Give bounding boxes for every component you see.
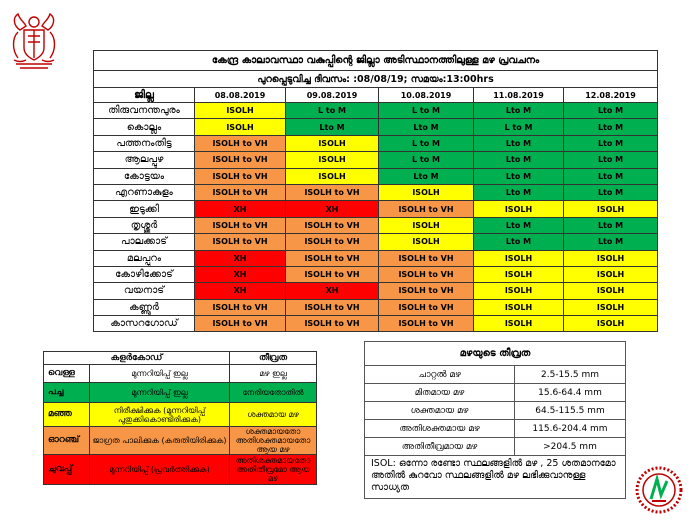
forecast-cell: XH: [195, 266, 286, 282]
forecast-cell: ISOLH to VH: [195, 299, 286, 315]
isol-note: ISOL: ഒന്നോ രണ്ടോ സ്ഥലങ്ങളിൽ മഴ , 25 ശതമാനമോ അതിൽ കുറവോ സ്ഥലങ്ങളിൽ മഴ ലഭിക്കുവാനുള്ള സാധ്യത: [365, 456, 626, 499]
forecast-cell: ISOLH to VH: [286, 299, 379, 315]
forecast-cell: ISOLH to VH: [379, 201, 474, 217]
forecast-cell: Lto M: [564, 152, 658, 168]
forecast-cell: XH: [286, 283, 379, 299]
forecast-cell: Lto M: [474, 103, 564, 119]
forecast-cell: Lto M: [564, 135, 658, 151]
forecast-cell: ISOLH to VH: [286, 250, 379, 266]
forecast-cell: ISOLH to VH: [286, 266, 379, 282]
forecast-cell: ISOLH: [564, 299, 658, 315]
intensity-range: 2.5-15.5 mm: [515, 366, 626, 384]
forecast-cell: ISOLH: [379, 184, 474, 200]
forecast-cell: L to M: [379, 135, 474, 151]
legend-color-name: പച്ച: [44, 383, 90, 403]
forecast-cell: Lto M: [379, 119, 474, 135]
forecast-cell: ISOLH to VH: [195, 217, 286, 233]
intensity-row: [365, 366, 626, 384]
forecast-cell: Lto M: [564, 168, 658, 184]
forecast-cell: Lto M: [474, 217, 564, 233]
forecast-cell: ISOLH: [564, 316, 658, 332]
forecast-cell: ISOLH to VH: [379, 250, 474, 266]
legend-severity: അതിശക്തമായതോ അതിതീവ്രമോ ആയ മഴ: [230, 455, 317, 485]
forecast-cell: L to M: [379, 103, 474, 119]
forecast-cell: ISOLH to VH: [379, 316, 474, 332]
legend-color-name: മഞ്ഞ: [44, 403, 90, 427]
forecast-cell: L to M: [474, 119, 564, 135]
legend-description: ജാഗ്രത പാലിക്കുക (കരുതിയിരിക്കുക): [90, 427, 230, 455]
forecast-cell: Lto M: [474, 184, 564, 200]
intensity-range: 115.6-204.4 mm: [515, 420, 626, 438]
forecast-cell: Lto M: [474, 168, 564, 184]
forecast-cell: ISOLH to VH: [286, 217, 379, 233]
forecast-cell: XH: [195, 201, 286, 217]
legend-description: മുന്നറിയിപ്പ് ഇല്ല: [90, 383, 230, 403]
forecast-cell: XH: [286, 201, 379, 217]
forecast-cell: ISOLH: [195, 103, 286, 119]
rain-intensity-table: [364, 341, 626, 499]
legend-severity: ശക്തമായതോ അതിശക്തമായതോ ആയ മഴ: [230, 427, 317, 455]
district-name: പത്തനംതിട്ട: [94, 135, 195, 151]
intensity-label: ശക്തമായ മഴ: [365, 402, 515, 420]
date-header: 11.08.2019: [474, 88, 564, 103]
intensity-label: അതിശക്തമായ മഴ: [365, 420, 515, 438]
table-row: [94, 152, 658, 168]
kerala-emblem-icon: [6, 8, 62, 72]
legend-severity-header: തീവ്രത: [230, 352, 317, 365]
table-row: [94, 217, 658, 233]
forecast-cell: ISOLH: [474, 299, 564, 315]
district-name: പാലക്കാട്: [94, 234, 195, 250]
intensity-label: അതിതീവ്രമായ മഴ: [365, 438, 515, 456]
table-row: [94, 250, 658, 266]
table-row: [94, 234, 658, 250]
forecast-title: കേന്ദ്ര കാലാവസ്ഥാ വകുപ്പിന്റെ ജില്ലാ അടിസ്ഥാനത്തിലുള്ള മഴ പ്രവചനം: [94, 51, 658, 71]
forecast-cell: Lto M: [474, 135, 564, 151]
forecast-cell: ISOLH to VH: [286, 316, 379, 332]
table-row: [94, 201, 658, 217]
district-name: തിരുവനന്തപുരം: [94, 103, 195, 119]
intensity-row: [365, 402, 626, 420]
forecast-cell: ISOLH to VH: [379, 266, 474, 282]
legend-description: മുന്നറിയിപ്പ് (പ്രവർത്തിക്കുക): [90, 455, 230, 485]
intensity-title: മഴയുടെ തീവ്രത: [365, 342, 626, 366]
district-name: തൃശ്ശൂർ: [94, 217, 195, 233]
forecast-cell: ISOLH: [286, 168, 379, 184]
legend-color-name: വെള്ള: [44, 365, 90, 383]
forecast-cell: ISOLH: [474, 283, 564, 299]
color-code-legend: [43, 351, 317, 485]
legend-row: [44, 383, 317, 403]
forecast-cell: Lto M: [474, 234, 564, 250]
forecast-cell: ISOLH to VH: [379, 299, 474, 315]
forecast-cell: ISOLH to VH: [195, 234, 286, 250]
legend-row: [44, 365, 317, 383]
legend-color-code-header: കളർകോഡ്: [44, 352, 230, 365]
district-name: കൊല്ലം: [94, 119, 195, 135]
legend-severity: ശക്തമായ മഴ: [230, 403, 317, 427]
date-header: 08.08.2019: [195, 88, 286, 103]
forecast-cell: ISOLH: [564, 283, 658, 299]
forecast-cell: L to M: [379, 152, 474, 168]
legend-row: [44, 403, 317, 427]
forecast-cell: Lto M: [564, 234, 658, 250]
legend-severity: മഴ ഇല്ല: [230, 365, 317, 383]
forecast-cell: ISOLH to VH: [195, 135, 286, 151]
forecast-cell: ISOLH to VH: [195, 184, 286, 200]
district-name: വയനാട്: [94, 283, 195, 299]
district-name: മലപ്പുറം: [94, 250, 195, 266]
date-header: 12.08.2019: [564, 88, 658, 103]
forecast-cell: ISOLH: [474, 266, 564, 282]
forecast-table: [93, 50, 658, 332]
intensity-label: ചാറ്റൽ മഴ: [365, 366, 515, 384]
district-name: കാസറഗോഡ്: [94, 316, 195, 332]
forecast-cell: ISOLH: [474, 250, 564, 266]
legend-row: [44, 427, 317, 455]
intensity-range: 64.5-115.5 mm: [515, 402, 626, 420]
legend-description: നിരീക്ഷിക്കുക (മുന്നറിയിപ്പ് പുതുക്കികൊണ്ടിരിക്കുക): [90, 403, 230, 427]
forecast-cell: ISOLH: [286, 152, 379, 168]
legend-severity: നേരിയതോതിൽ: [230, 383, 317, 403]
forecast-cell: ISOLH: [474, 316, 564, 332]
table-row: [94, 168, 658, 184]
forecast-cell: ISOLH: [286, 135, 379, 151]
forecast-cell: Lto M: [474, 152, 564, 168]
date-header: 10.08.2019: [379, 88, 474, 103]
district-name: എറണാകുളം: [94, 184, 195, 200]
district-name: കോട്ടയം: [94, 168, 195, 184]
district-header: ജില്ല: [94, 88, 195, 103]
disaster-management-seal-icon: [630, 463, 688, 517]
district-name: കോഴിക്കോട്: [94, 266, 195, 282]
table-row: [94, 135, 658, 151]
intensity-row: [365, 438, 626, 456]
forecast-cell: ISOLH to VH: [286, 184, 379, 200]
forecast-cell: Lto M: [564, 184, 658, 200]
forecast-cell: ISOLH: [195, 119, 286, 135]
intensity-range: 15.6-64.4 mm: [515, 384, 626, 402]
forecast-cell: Lto M: [564, 217, 658, 233]
forecast-cell: Lto M: [564, 103, 658, 119]
intensity-row: [365, 384, 626, 402]
forecast-cell: Lto M: [379, 168, 474, 184]
forecast-cell: ISOLH: [564, 201, 658, 217]
district-name: ആലപ്പുഴ: [94, 152, 195, 168]
published-label: പുറപ്പെടുവിച്ച ദിവസം: :08/08/19; സമയം:13:00hrs: [94, 71, 658, 88]
table-row: [94, 299, 658, 315]
table-row: [94, 266, 658, 282]
forecast-cell: ISOLH to VH: [195, 316, 286, 332]
intensity-range: >204.5 mm: [515, 438, 626, 456]
forecast-cell: ISOLH to VH: [195, 168, 286, 184]
table-row: [94, 283, 658, 299]
isol-note-row: [365, 456, 626, 499]
forecast-cell: ISOLH: [379, 217, 474, 233]
forecast-cell: ISOLH to VH: [195, 152, 286, 168]
table-row: [94, 316, 658, 332]
forecast-cell: XH: [195, 283, 286, 299]
table-row: [94, 184, 658, 200]
date-header: 09.08.2019: [286, 88, 379, 103]
forecast-cell: ISOLH: [564, 250, 658, 266]
district-name: കണ്ണൂർ: [94, 299, 195, 315]
legend-color-name: ഓറഞ്ച്: [44, 427, 90, 455]
forecast-cell: ISOLH: [474, 201, 564, 217]
forecast-cell: ISOLH: [564, 266, 658, 282]
forecast-cell: ISOLH to VH: [379, 283, 474, 299]
legend-description: മുന്നറിയിപ്പ് ഇല്ല: [90, 365, 230, 383]
forecast-cell: ISOLH to VH: [286, 234, 379, 250]
forecast-cell: L to M: [286, 103, 379, 119]
forecast-cell: ISOLH: [379, 234, 474, 250]
forecast-cell: Lto M: [286, 119, 379, 135]
table-row: [94, 103, 658, 119]
intensity-row: [365, 420, 626, 438]
table-header-row: [94, 88, 658, 103]
legend-color-name: ചുവപ്പ്: [44, 455, 90, 485]
table-row: [94, 119, 658, 135]
forecast-cell: XH: [195, 250, 286, 266]
legend-row: [44, 455, 317, 485]
district-name: ഇടുക്കി: [94, 201, 195, 217]
intensity-label: മിതമായ മഴ: [365, 384, 515, 402]
forecast-cell: Lto M: [564, 119, 658, 135]
